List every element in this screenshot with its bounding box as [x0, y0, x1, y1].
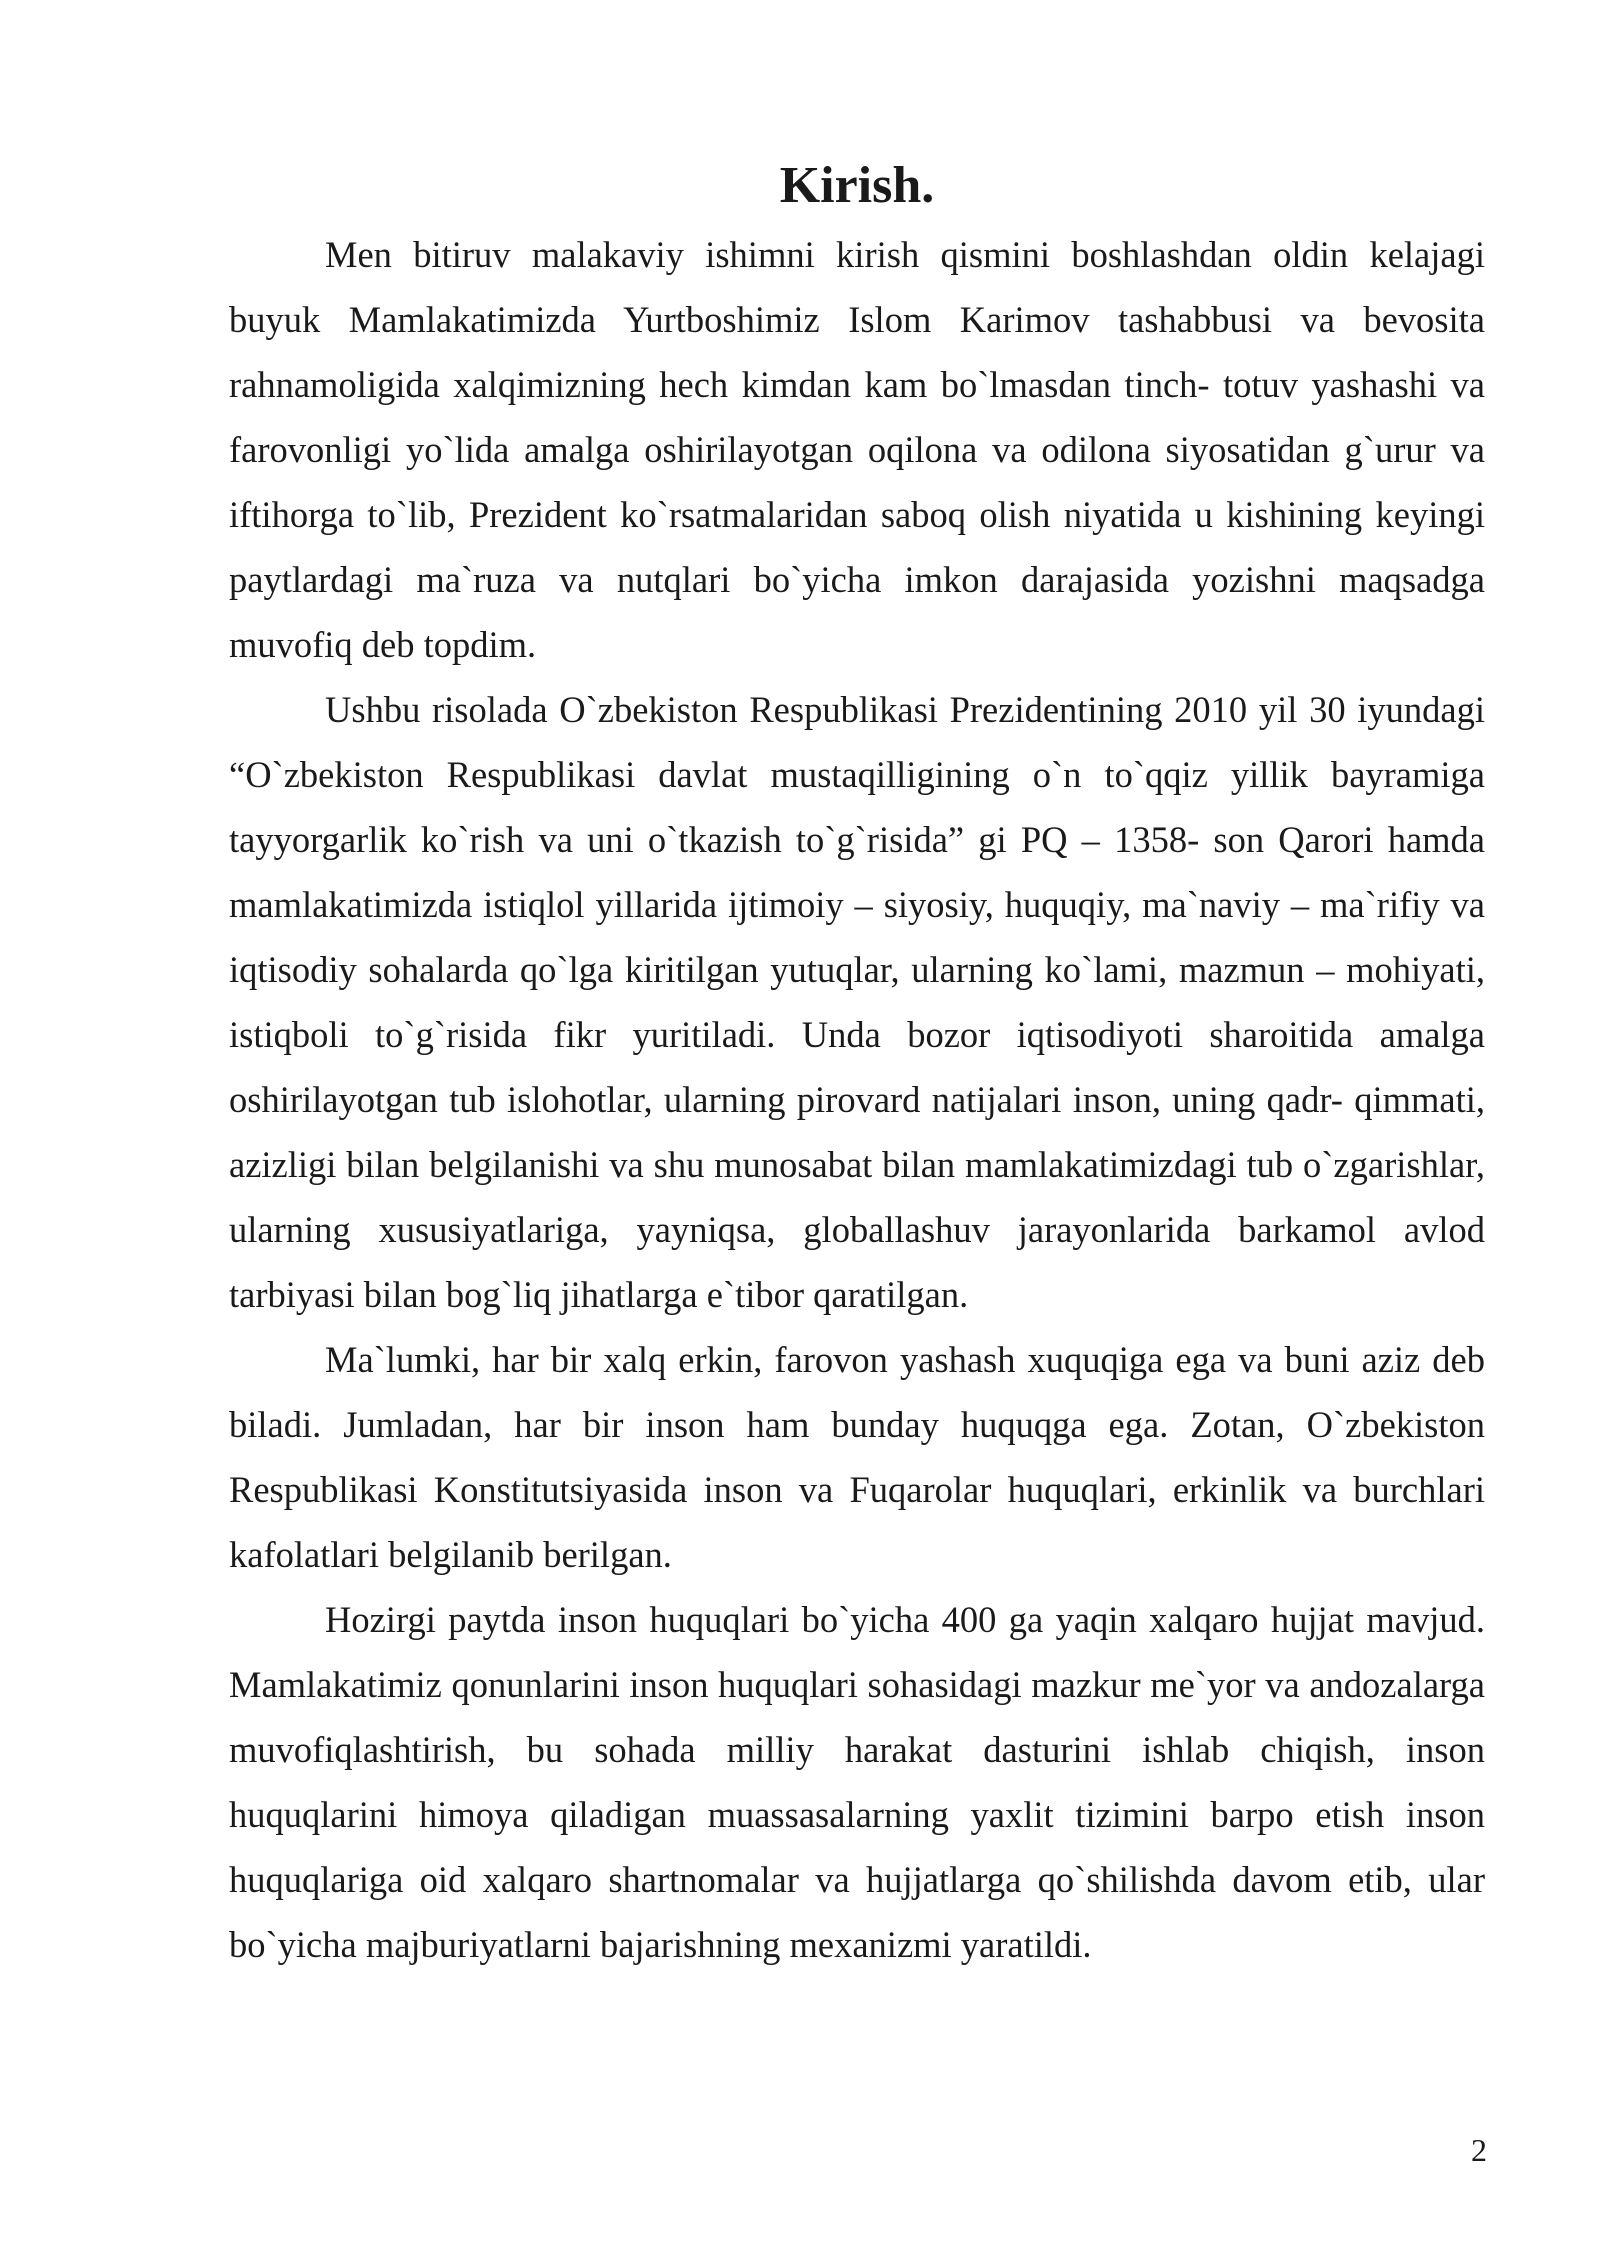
page-number: 2: [1471, 2132, 1487, 2168]
page-content: [229, 150, 1485, 1977]
page-title: Kirish.: [779, 157, 935, 214]
paragraph-3: Ma`lumki, har bir xalq erkin, farovon yashash xuquqiga ega va buni aziz deb biladi. Jumladan, har bir inson ham bunday huquqga ega. Zotan, O`zbekiston Respublikasi Konstitutsiyasida inson va Fuqarolar huquqlari, erkinlik va burchlari kafolatlari belgilanib berilgan.: [229, 1339, 1485, 1575]
paragraph-2: Ushbu risolada O`zbekiston Respublikasi Prezidentining 2010 yil 30 iyundagi “O`zbekiston Respublikasi davlat mustaqilligining o`n to`qqiz yillik bayramiga tayyorgarlik ko`rish va uni o`tkazish to`g`risida” gi PQ – 1358- son Qarori hamda mamlakatimizda istiqlol yillarida ijtimoiy – siyosiy, huquqiy, ma`naviy – ma`rifiy va iqtisodiy sohalarda qo`lga kiritilgan yutuqlar, ularning ko`lami, mazmun – mohiyati, istiqboli to`g`risida fikr yuritiladi. Unda bozor iqtisodiyoti sharoitida amalga oshirilayotgan tub islohotlar, ularning pirovard natijalari inson, uning qadr- qimmati, azizligi bilan belgilanishi va shu munosabat bilan mamlakatimizdagi tub o`zgarishlar, ularning xususiyatlariga, yayniqsa, globallashuv jarayonlarida barkamol avlod tarbiyasi bilan bog`liq jihatlarga e`tibor qaratilgan.: [229, 689, 1485, 1315]
paragraph-4: Hozirgi paytda inson huquqlari bo`yicha 400 ga yaqin xalqaro hujjat mavjud. Mamlakatimiz qonunlarini inson huquqlari sohasidagi mazkur me`yor va andozalarga muvofiqlashtirish, bu sohada milliy harakat dasturini ishlab chiqish, inson huquqlarini himoya qiladigan muassasalarning yaxlit tizimini barpo etish inson huquqlariga oid xalqaro shartnomalar va hujjatlarga qo`shilishda davom etib, ular bo`yicha majburiyatlarni bajarishning mexanizmi yaratildi.: [229, 1599, 1485, 1965]
paragraph-1: Men bitiruv malakaviy ishimni kirish qismini boshlashdan oldin kelajagi buyuk Mamlakatimizda Yurtboshimiz Islom Karimov tashabbusi va bevosita rahnamoligida xalqimizning hech kimdan kam bo`lmasdan tinch- totuv yashashi va farovonligi yo`lida amalga oshirilayotgan oqilona va odilona siyosatidan g`urur va iftihorga to`lib, Prezident ko`rsatmalaridan saboq olish niyatida u kishining keyingi paytlardagi ma`ruza va nutqlari bo`yicha imkon darajasida yozishni maqsadga muvofiq deb topdim.: [229, 234, 1485, 665]
